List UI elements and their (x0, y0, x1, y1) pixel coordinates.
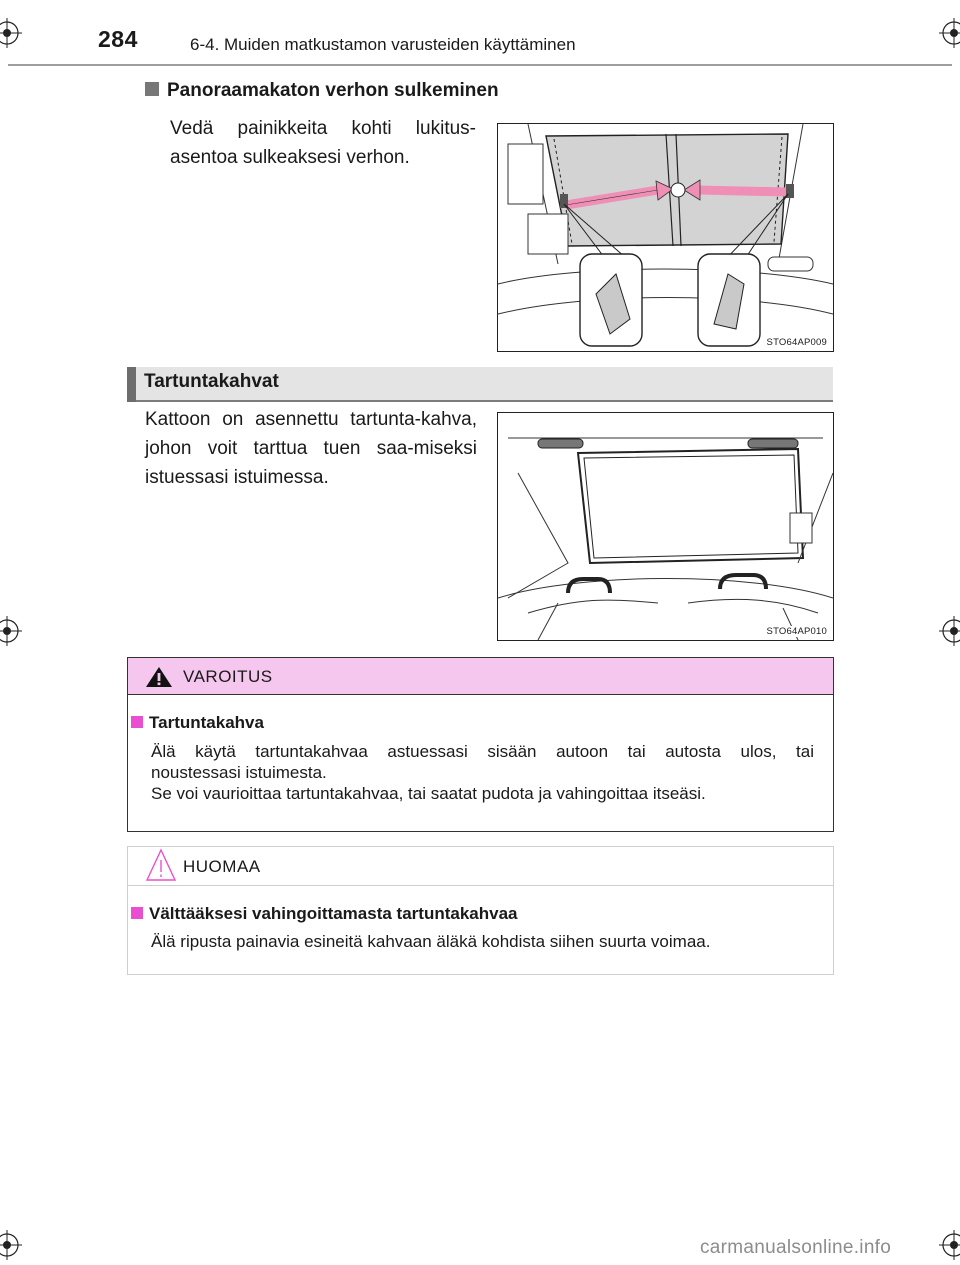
notice-triangle-icon (145, 848, 177, 887)
square-bullet-icon (131, 907, 143, 919)
warning-triangle-icon (145, 666, 173, 693)
crop-mark-bottom-right (939, 1230, 960, 1260)
notice-header (128, 847, 833, 886)
crop-mark-bottom-left (0, 1230, 22, 1260)
notice-box (127, 846, 834, 975)
panorama-roof-curtain-illustration (497, 123, 834, 352)
notice-item-title-text: Välttääksesi vahingoittamasta tartuntakahvaa (149, 904, 518, 923)
warning-item-title (131, 713, 264, 733)
crop-mark-mid-left (0, 616, 22, 646)
crop-mark-top-right (939, 18, 960, 48)
figure-code: STO64AP009 (766, 337, 827, 348)
curtain-subheading-text: Panoraamakaton verhon sulkeminen (167, 80, 499, 101)
grip-paragraph: Kattoon on asennettu tartunta-kahva, johon voit tarttua tuen saa-miseksi istuessasi istuimessa. (145, 409, 477, 488)
notice-item-text: Älä ripusta painavia esineitä kahvaan äläkä kohdista siihen suurta voimaa. (151, 932, 711, 951)
crop-mark-mid-right (939, 616, 960, 646)
notice-label: HUOMAA (183, 857, 261, 876)
warning-line-2: noustessasi istuimesta. (151, 763, 327, 782)
assist-grip-illustration (497, 412, 834, 641)
grip-drawing (498, 413, 833, 640)
figure-code: STO64AP010 (766, 626, 827, 637)
notice-item-title (131, 904, 517, 924)
warning-item-title-text: Tartuntakahva (149, 713, 264, 732)
chapter-title: 6-4. Muiden matkustamon varusteiden käyttäminen (190, 35, 576, 54)
curtain-subheading (145, 80, 499, 102)
section-heading (127, 367, 833, 402)
square-bullet-icon (145, 82, 159, 96)
watermark: carmanualsonline.info (700, 1237, 892, 1258)
warning-header (128, 658, 833, 695)
curtain-drawing (498, 124, 833, 351)
warning-line-3: Se voi vaurioittaa tartuntakahvaa, tai saatat pudota ja vahingoittaa itseäsi. (151, 784, 706, 803)
square-bullet-icon (131, 716, 143, 728)
curtain-paragraph: Vedä painikkeita kohti lukitus-asentoa sulkeaksesi verhon. (170, 118, 476, 168)
warning-label: VAROITUS (183, 667, 273, 686)
crop-mark-top-left (0, 18, 22, 48)
section-heading-bar (127, 367, 136, 402)
warning-item-text (151, 741, 814, 804)
warning-line-1: Älä käytä tartuntakahvaa astuessasi sisään autoon tai autosta ulos, tai (151, 742, 814, 761)
header-rule (8, 64, 952, 66)
warning-box (127, 657, 834, 832)
section-heading-text: Tartuntakahvat (144, 371, 279, 392)
page-number: 284 (98, 26, 138, 52)
